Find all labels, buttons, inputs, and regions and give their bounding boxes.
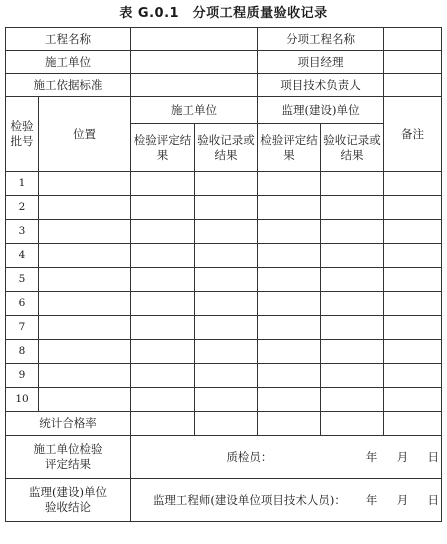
row-number: 9	[6, 364, 39, 388]
cell-contractor-eval[interactable]	[131, 220, 195, 244]
cell-supervisor-record[interactable]	[321, 196, 384, 220]
batch-no-header: 检验批号	[6, 97, 39, 172]
cell-contractor-eval[interactable]	[131, 292, 195, 316]
subproject-name-label: 分项工程名称	[258, 28, 384, 51]
month-label: 月	[396, 492, 409, 507]
cell-location[interactable]	[39, 364, 131, 388]
cell-contractor-eval[interactable]	[131, 268, 195, 292]
standard-label: 施工依据标准	[6, 74, 131, 97]
cell-location[interactable]	[39, 388, 131, 412]
cell-remarks[interactable]	[384, 244, 442, 268]
contractor-signature-line	[133, 450, 439, 465]
cell-supervisor-eval[interactable]	[258, 364, 321, 388]
cell-supervisor-record[interactable]	[321, 340, 384, 364]
cell-contractor-record[interactable]	[195, 196, 258, 220]
tech-lead-label: 项目技术负责人	[258, 74, 384, 97]
contractor-date	[366, 450, 439, 465]
tech-lead-value[interactable]	[384, 74, 442, 97]
row-number: 6	[6, 292, 39, 316]
cell-remarks[interactable]	[384, 220, 442, 244]
stats-label: 统计合格率	[6, 412, 131, 436]
cell-location[interactable]	[39, 196, 131, 220]
row-number: 7	[6, 316, 39, 340]
month-label: 月	[396, 449, 409, 464]
contractor-eval-header: 检验评定结果	[131, 124, 195, 172]
contractor-value[interactable]	[131, 51, 258, 74]
contractor-eval-label-line1: 施工单位检验	[33, 442, 103, 456]
cell-supervisor-eval[interactable]	[258, 172, 321, 196]
cell-remarks[interactable]	[384, 268, 442, 292]
acceptance-record-table	[5, 27, 442, 522]
cell-supervisor-eval[interactable]	[258, 220, 321, 244]
table-row	[6, 196, 442, 220]
supervisor-conclusion-label-line1: 监理(建设)单位	[29, 485, 107, 499]
cell-contractor-record[interactable]	[195, 316, 258, 340]
supervising-engineer-label: 监理工程师(建设单位项目技术人员)：	[152, 492, 346, 507]
cell-remarks[interactable]	[384, 316, 442, 340]
cell-supervisor-record[interactable]	[321, 388, 384, 412]
row-number: 1	[6, 172, 39, 196]
contractor-eval-content[interactable]	[131, 436, 442, 479]
table-row	[6, 364, 442, 388]
cell-contractor-record[interactable]	[195, 364, 258, 388]
stats-supervisor-eval[interactable]	[258, 412, 321, 436]
cell-supervisor-record[interactable]	[321, 172, 384, 196]
row-number: 4	[6, 244, 39, 268]
stats-contractor-record[interactable]	[195, 412, 258, 436]
row-number: 2	[6, 196, 39, 220]
table-row	[6, 316, 442, 340]
cell-location[interactable]	[39, 316, 131, 340]
table-row	[6, 268, 442, 292]
row-number: 3	[6, 220, 39, 244]
cell-location[interactable]	[39, 220, 131, 244]
project-name-label: 工程名称	[6, 28, 131, 51]
standard-value[interactable]	[131, 74, 258, 97]
header-row-project	[6, 28, 442, 51]
cell-contractor-record[interactable]	[195, 292, 258, 316]
inspector-label: 质检员：	[226, 449, 273, 464]
supervisor-conclusion-section	[6, 479, 442, 522]
supervisor-signature-line	[133, 493, 439, 508]
cell-contractor-record[interactable]	[195, 244, 258, 268]
cell-supervisor-record[interactable]	[321, 244, 384, 268]
stats-contractor-eval[interactable]	[131, 412, 195, 436]
cell-contractor-eval[interactable]	[131, 388, 195, 412]
cell-supervisor-record[interactable]	[321, 268, 384, 292]
cell-supervisor-record[interactable]	[321, 220, 384, 244]
cell-contractor-record[interactable]	[195, 268, 258, 292]
cell-contractor-eval[interactable]	[131, 316, 195, 340]
contractor-record-header: 验收记录或结果	[195, 124, 258, 172]
cell-contractor-eval[interactable]	[131, 244, 195, 268]
cell-remarks[interactable]	[384, 388, 442, 412]
stats-row	[6, 412, 442, 436]
cell-location[interactable]	[39, 172, 131, 196]
cell-contractor-eval[interactable]	[131, 196, 195, 220]
cell-location[interactable]	[39, 292, 131, 316]
row-number: 10	[6, 388, 39, 412]
cell-supervisor-eval[interactable]	[258, 388, 321, 412]
supervisor-group-header: 监理(建设)单位	[258, 97, 384, 124]
cell-contractor-eval[interactable]	[131, 364, 195, 388]
cell-contractor-record[interactable]	[195, 172, 258, 196]
row-number: 8	[6, 340, 39, 364]
contractor-eval-label-line2: 评定结果	[45, 457, 91, 471]
supervisor-conclusion-label-line2: 验收结论	[45, 500, 91, 514]
table-row	[6, 388, 442, 412]
remarks-header: 备注	[384, 97, 442, 172]
cell-remarks[interactable]	[384, 340, 442, 364]
cell-location[interactable]	[39, 244, 131, 268]
cell-contractor-record[interactable]	[195, 220, 258, 244]
location-header: 位置	[39, 97, 131, 172]
supervisor-date	[366, 493, 439, 508]
contractor-eval-section	[6, 436, 442, 479]
year-label: 年	[365, 449, 378, 464]
cell-supervisor-record[interactable]	[321, 316, 384, 340]
header-row-standard	[6, 74, 442, 97]
year-label: 年	[365, 492, 378, 507]
column-header-row-1	[6, 97, 442, 124]
cell-supervisor-eval[interactable]	[258, 268, 321, 292]
table-row	[6, 292, 442, 316]
table-row	[6, 172, 442, 196]
table-row	[6, 340, 442, 364]
cell-supervisor-record[interactable]	[321, 364, 384, 388]
supervisor-eval-header: 检验评定结果	[258, 124, 321, 172]
cell-location[interactable]	[39, 340, 131, 364]
cell-contractor-record[interactable]	[195, 340, 258, 364]
cell-contractor-record[interactable]	[195, 388, 258, 412]
supervisor-conclusion-label	[6, 479, 131, 522]
cell-remarks[interactable]	[384, 196, 442, 220]
project-name-value[interactable]	[131, 28, 258, 51]
row-number: 5	[6, 268, 39, 292]
table-row	[6, 244, 442, 268]
cell-supervisor-eval[interactable]	[258, 316, 321, 340]
cell-supervisor-record[interactable]	[321, 292, 384, 316]
cell-remarks[interactable]	[384, 172, 442, 196]
cell-supervisor-eval[interactable]	[258, 340, 321, 364]
form-title: 表 G.0.1 分项工程质量验收记录	[119, 6, 328, 21]
cell-remarks[interactable]	[384, 364, 442, 388]
cell-contractor-eval[interactable]	[131, 340, 195, 364]
contractor-group-header: 施工单位	[131, 97, 258, 124]
cell-supervisor-eval[interactable]	[258, 292, 321, 316]
supervisor-conclusion-content[interactable]	[131, 479, 442, 522]
day-label: 日	[427, 449, 439, 464]
cell-remarks[interactable]	[384, 292, 442, 316]
cell-supervisor-eval[interactable]	[258, 196, 321, 220]
contractor-label: 施工单位	[6, 51, 131, 74]
cell-supervisor-eval[interactable]	[258, 244, 321, 268]
stats-remarks[interactable]	[384, 412, 442, 436]
header-row-contractor	[6, 51, 442, 74]
table-row	[6, 220, 442, 244]
cell-location[interactable]	[39, 268, 131, 292]
day-label: 日	[427, 492, 439, 507]
contractor-eval-label	[6, 436, 131, 479]
stats-supervisor-record[interactable]	[321, 412, 384, 436]
project-manager-value[interactable]	[384, 51, 442, 74]
supervisor-record-header: 验收记录或结果	[321, 124, 384, 172]
cell-contractor-eval[interactable]	[131, 172, 195, 196]
project-manager-label: 项目经理	[258, 51, 384, 74]
subproject-name-value[interactable]	[384, 28, 442, 51]
